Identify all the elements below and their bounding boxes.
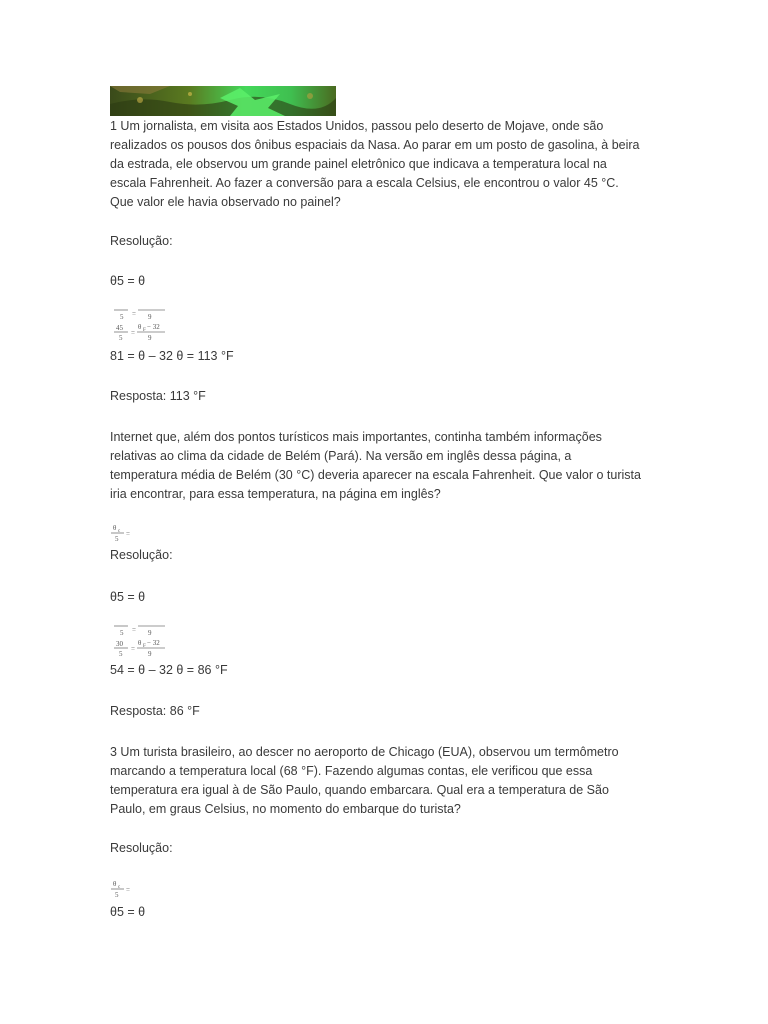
- svg-text:5: 5: [120, 313, 124, 321]
- svg-text:=: =: [126, 530, 130, 538]
- svg-text:=: =: [126, 886, 130, 894]
- q2-resolucao-label: Resolução:: [110, 548, 173, 562]
- svg-text:9: 9: [148, 629, 152, 637]
- svg-text:− 32: − 32: [147, 639, 160, 647]
- svg-text:− 32: − 32: [147, 323, 160, 331]
- svg-text:9: 9: [148, 313, 152, 321]
- svg-text:c: c: [118, 529, 121, 534]
- svg-text:5: 5: [115, 891, 119, 899]
- svg-text:9: 9: [148, 650, 152, 658]
- svg-text:=: =: [131, 645, 135, 653]
- q1-step1: θ5 = θ: [110, 274, 146, 288]
- svg-text:θ: θ: [113, 880, 117, 888]
- svg-text:5: 5: [115, 535, 119, 543]
- q2-step2: 54 = θ – 32 θ = 86 °F: [110, 663, 228, 677]
- svg-text:c: c: [118, 885, 121, 890]
- q2-fraction-equation: [110, 621, 170, 666]
- q2-step1: θ5 = θ: [110, 590, 146, 604]
- svg-text:F: F: [143, 328, 146, 333]
- svg-text:5: 5: [119, 650, 123, 658]
- svg-text:9: 9: [148, 334, 152, 342]
- desert-banner-image: [110, 86, 336, 116]
- svg-text:5: 5: [120, 629, 124, 637]
- question-2-text: Internet que, além dos pontos turísticos mais importantes, continha também informações relativas ao clima da cidade de Belém (Pará). Na versão em inglês dessa página, a temperatura média de Belém (30 °C) deveria aparecer na escala Fahrenheit. Que valor o turista iria encontrar, para essa temperatura, na página em inglês?: [110, 430, 641, 501]
- q1-step2: 81 = θ – 32 θ = 113 °F: [110, 349, 234, 363]
- svg-text:θ: θ: [138, 323, 142, 331]
- q1-resolucao-label: Resolução:: [110, 234, 173, 248]
- question-3-text: 3 Um turista brasileiro, ao descer no aeroporto de Chicago (EUA), observou um termômetro marcando a temperatura local (68 °F). Fazendo algumas contas, ele verificou que essa temperatura era igual à de São Paulo, quando embarcara. Qual era a temperatura de São Paulo, em graus Celsius, no momento do embarque do turista?: [110, 745, 619, 816]
- svg-text:5: 5: [119, 334, 123, 342]
- svg-text:=: =: [132, 310, 136, 318]
- q1-fraction-equation: [110, 305, 170, 350]
- svg-text:30: 30: [116, 640, 123, 648]
- svg-text:θ: θ: [113, 524, 117, 532]
- svg-text:F: F: [143, 644, 146, 649]
- q2-resposta: Resposta: 86 °F: [110, 704, 200, 718]
- q3-resolucao-label: Resolução:: [110, 841, 173, 855]
- q3-step1: θ5 = θ: [110, 905, 146, 919]
- question-1-text: 1 Um jornalista, em visita aos Estados Unidos, passou pelo deserto de Mojave, onde são realizados os pousos dos ônibus espaciais da Nasa. Ao parar em um posto de gasolina, à beira da estrada, ele observou um grande painel eletrônico que indicava a temperatura local na escala Fahrenheit. Ao fazer a conversão para a escala Celsius, ele encontrou o valor 45 °C. Que valor ele havia observado no painel?: [110, 119, 640, 209]
- svg-text:=: =: [132, 626, 136, 634]
- svg-text:=: =: [131, 329, 135, 337]
- svg-text:θ: θ: [138, 639, 142, 647]
- q1-resposta: Resposta: 113 °F: [110, 389, 206, 403]
- svg-text:45: 45: [116, 324, 123, 332]
